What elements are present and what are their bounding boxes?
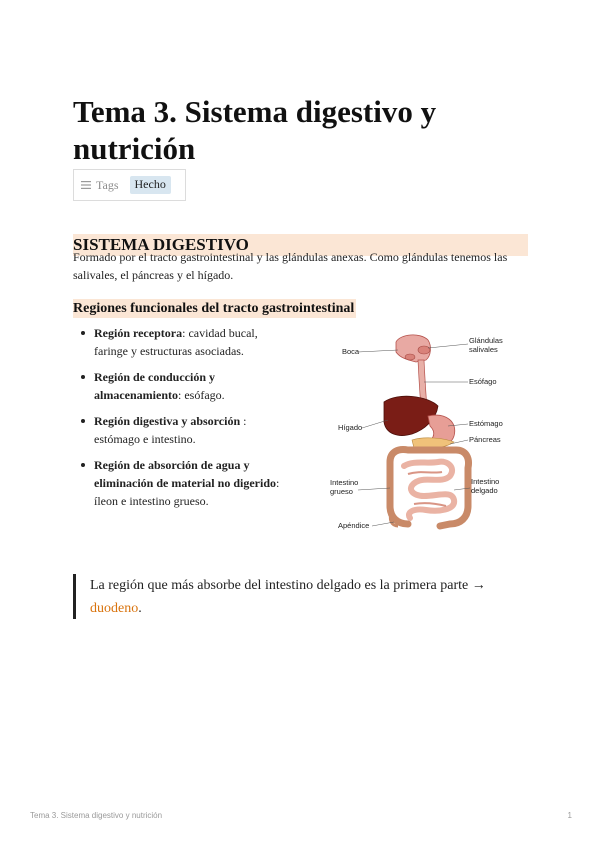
- callout-quote: [73, 574, 528, 619]
- item-desc: esófago.: [184, 388, 225, 402]
- tags-property[interactable]: [73, 169, 186, 201]
- list-icon: [81, 181, 91, 189]
- label-boca: Boca: [342, 347, 360, 356]
- regions-list: [79, 324, 279, 518]
- digestive-system-diagram: [328, 330, 516, 545]
- footer-title: Tema 3. Sistema digestivo y nutrición: [30, 811, 163, 820]
- salivary-gland-shape: [405, 354, 415, 360]
- label-esofago: Esófago: [469, 377, 497, 386]
- tags-label: Tags: [96, 177, 119, 192]
- label-pancreas: Páncreas: [469, 435, 501, 444]
- item-term: Región receptora: [94, 326, 183, 340]
- label-higado: Hígado: [338, 423, 363, 432]
- item-term: Región de absorción de agua y eliminación de material no digerido: [94, 458, 276, 490]
- callout-text: La región que más absorbe del intestino delgado es la primera parte →: [90, 578, 486, 593]
- label-apendice: Apéndice: [338, 521, 370, 530]
- list-item: Región digestiva y absorción : estómago e intestino.: [79, 412, 254, 448]
- footer-page-number: 1: [567, 811, 572, 820]
- callout-accent: duodeno: [90, 601, 139, 616]
- small-intestine-shape: [404, 462, 454, 518]
- page-title: Tema 3. Sistema digestivo y nutrición: [73, 93, 437, 166]
- list-item: Región receptora: cavidad bucal, faringe y estructuras asociadas.: [79, 324, 264, 360]
- item-desc: íleon e intestino grueso.: [94, 494, 209, 508]
- label-intestino-grueso: grueso: [330, 487, 353, 496]
- item-term: Región de conducción y almacenamiento: [94, 370, 216, 402]
- label-glandulas: salivales: [469, 345, 498, 354]
- intro-paragraph: Formado por el tracto gastrointestinal y las glándulas anexas. Como glándulas tenemos las salivales, el páncreas y el hígado.: [73, 250, 508, 282]
- tag-chip[interactable]: Hecho: [130, 176, 171, 194]
- label-intestino-delgado: delgado: [471, 486, 498, 495]
- list-item: Región de conducción y almacenamiento: esófago.: [79, 368, 244, 404]
- item-term: Región digestiva y absorción: [94, 414, 241, 428]
- label-intestino-grueso: Intestino: [330, 478, 359, 487]
- salivary-gland-shape: [418, 346, 430, 354]
- item-desc: estómago e intestino.: [94, 432, 196, 446]
- callout-end: .: [138, 601, 142, 616]
- subsection-heading: Regiones funcionales del tracto gastrointestinal: [73, 301, 355, 316]
- label-glandulas: Glándulas: [469, 336, 503, 345]
- label-estomago: Estómago: [469, 419, 503, 428]
- item-desc: cavidad bucal, faringe y estructuras asociadas.: [94, 326, 258, 358]
- section-heading: SISTEMA DIGESTIVO: [73, 234, 528, 256]
- label-intestino-delgado: Intestino: [471, 477, 500, 486]
- list-item: Región de absorción de agua y eliminación de material no digerido: íleon e intestino grueso.: [79, 456, 284, 510]
